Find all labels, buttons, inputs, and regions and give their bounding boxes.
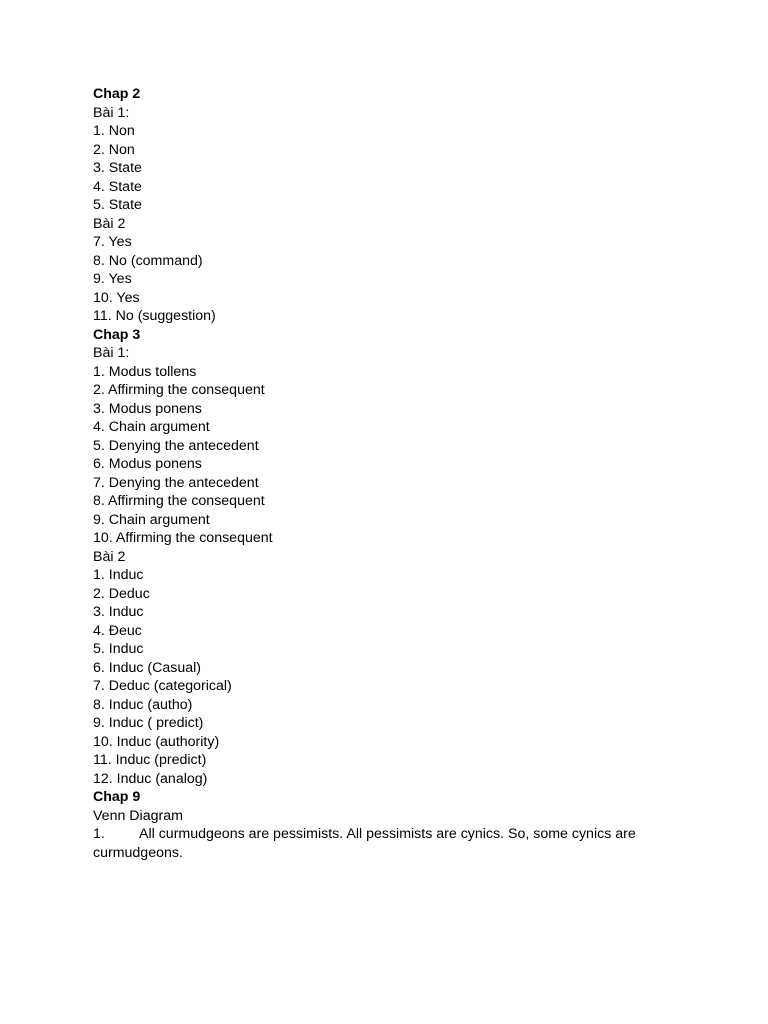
answer-line: 1. Non xyxy=(93,123,135,139)
answer-line: 1. Modus tollens xyxy=(93,363,197,380)
answer-line: 8. No (command) xyxy=(93,252,203,269)
document-page xyxy=(93,85,693,862)
chapter-heading: Chap 2 xyxy=(93,86,141,102)
answer-line: 9. Induc ( predict) xyxy=(93,715,204,731)
answer-line: 3. State xyxy=(93,160,142,176)
answer-line: 3. Modus ponens xyxy=(93,400,202,417)
answer-line: 2. Deduc xyxy=(93,585,150,602)
answer-line: 10. Induc (authority) xyxy=(93,733,220,750)
answer-line: 5. Induc xyxy=(93,641,144,657)
answer-line: 11. No (suggestion) xyxy=(93,308,216,324)
answer-line: 9. Chain argument xyxy=(93,511,210,528)
exercise-label: Bài 1: xyxy=(93,345,130,361)
answer-line: 9. Yes xyxy=(93,271,132,287)
answer-line: 6. Induc (Casual) xyxy=(93,659,202,676)
item-number: 1. xyxy=(93,826,105,842)
answer-line: 12. Induc (analog) xyxy=(93,770,208,787)
chapter-heading: Chap 3 xyxy=(93,326,141,343)
section-subtitle: Venn Diagram xyxy=(93,807,183,824)
chapter-heading: Chap 9 xyxy=(93,789,141,805)
answer-line: 10. Affirming the consequent xyxy=(93,530,273,546)
answer-line: 7. Deduc (categorical) xyxy=(93,678,232,694)
answer-line: 8. Induc (autho) xyxy=(93,696,193,713)
exercise-label: Bài 2 xyxy=(93,548,126,565)
item-text: All curmudgeons are pessimists. All pessimists are cynics. So, some cynics are curmudgeons. xyxy=(93,826,636,861)
answer-line: 7. Yes xyxy=(93,234,132,250)
answer-line: 4. Chain argument xyxy=(93,419,210,435)
answer-line: 1. Induc xyxy=(93,567,144,583)
exercise-label: Bài 2 xyxy=(93,215,126,232)
answer-line: 10. Yes xyxy=(93,289,140,306)
answer-line: 2. Affirming the consequent xyxy=(93,382,265,398)
answer-line: 4. Đeuc xyxy=(93,622,142,639)
answer-line: 7. Denying the antecedent xyxy=(93,474,259,491)
answer-line: 2. Non xyxy=(93,141,135,158)
answer-line: 5. Denying the antecedent xyxy=(93,437,259,454)
answer-line: 5. State xyxy=(93,197,142,213)
venn-exercise-item xyxy=(93,825,693,862)
answer-line: 8. Affirming the consequent xyxy=(93,493,265,509)
answer-line: 6. Modus ponens xyxy=(93,456,202,472)
answer-line: 3. Induc xyxy=(93,604,144,620)
answer-line: 4. State xyxy=(93,178,142,195)
exercise-label: Bài 1: xyxy=(93,104,130,121)
answer-line: 11. Induc (predict) xyxy=(93,752,207,768)
